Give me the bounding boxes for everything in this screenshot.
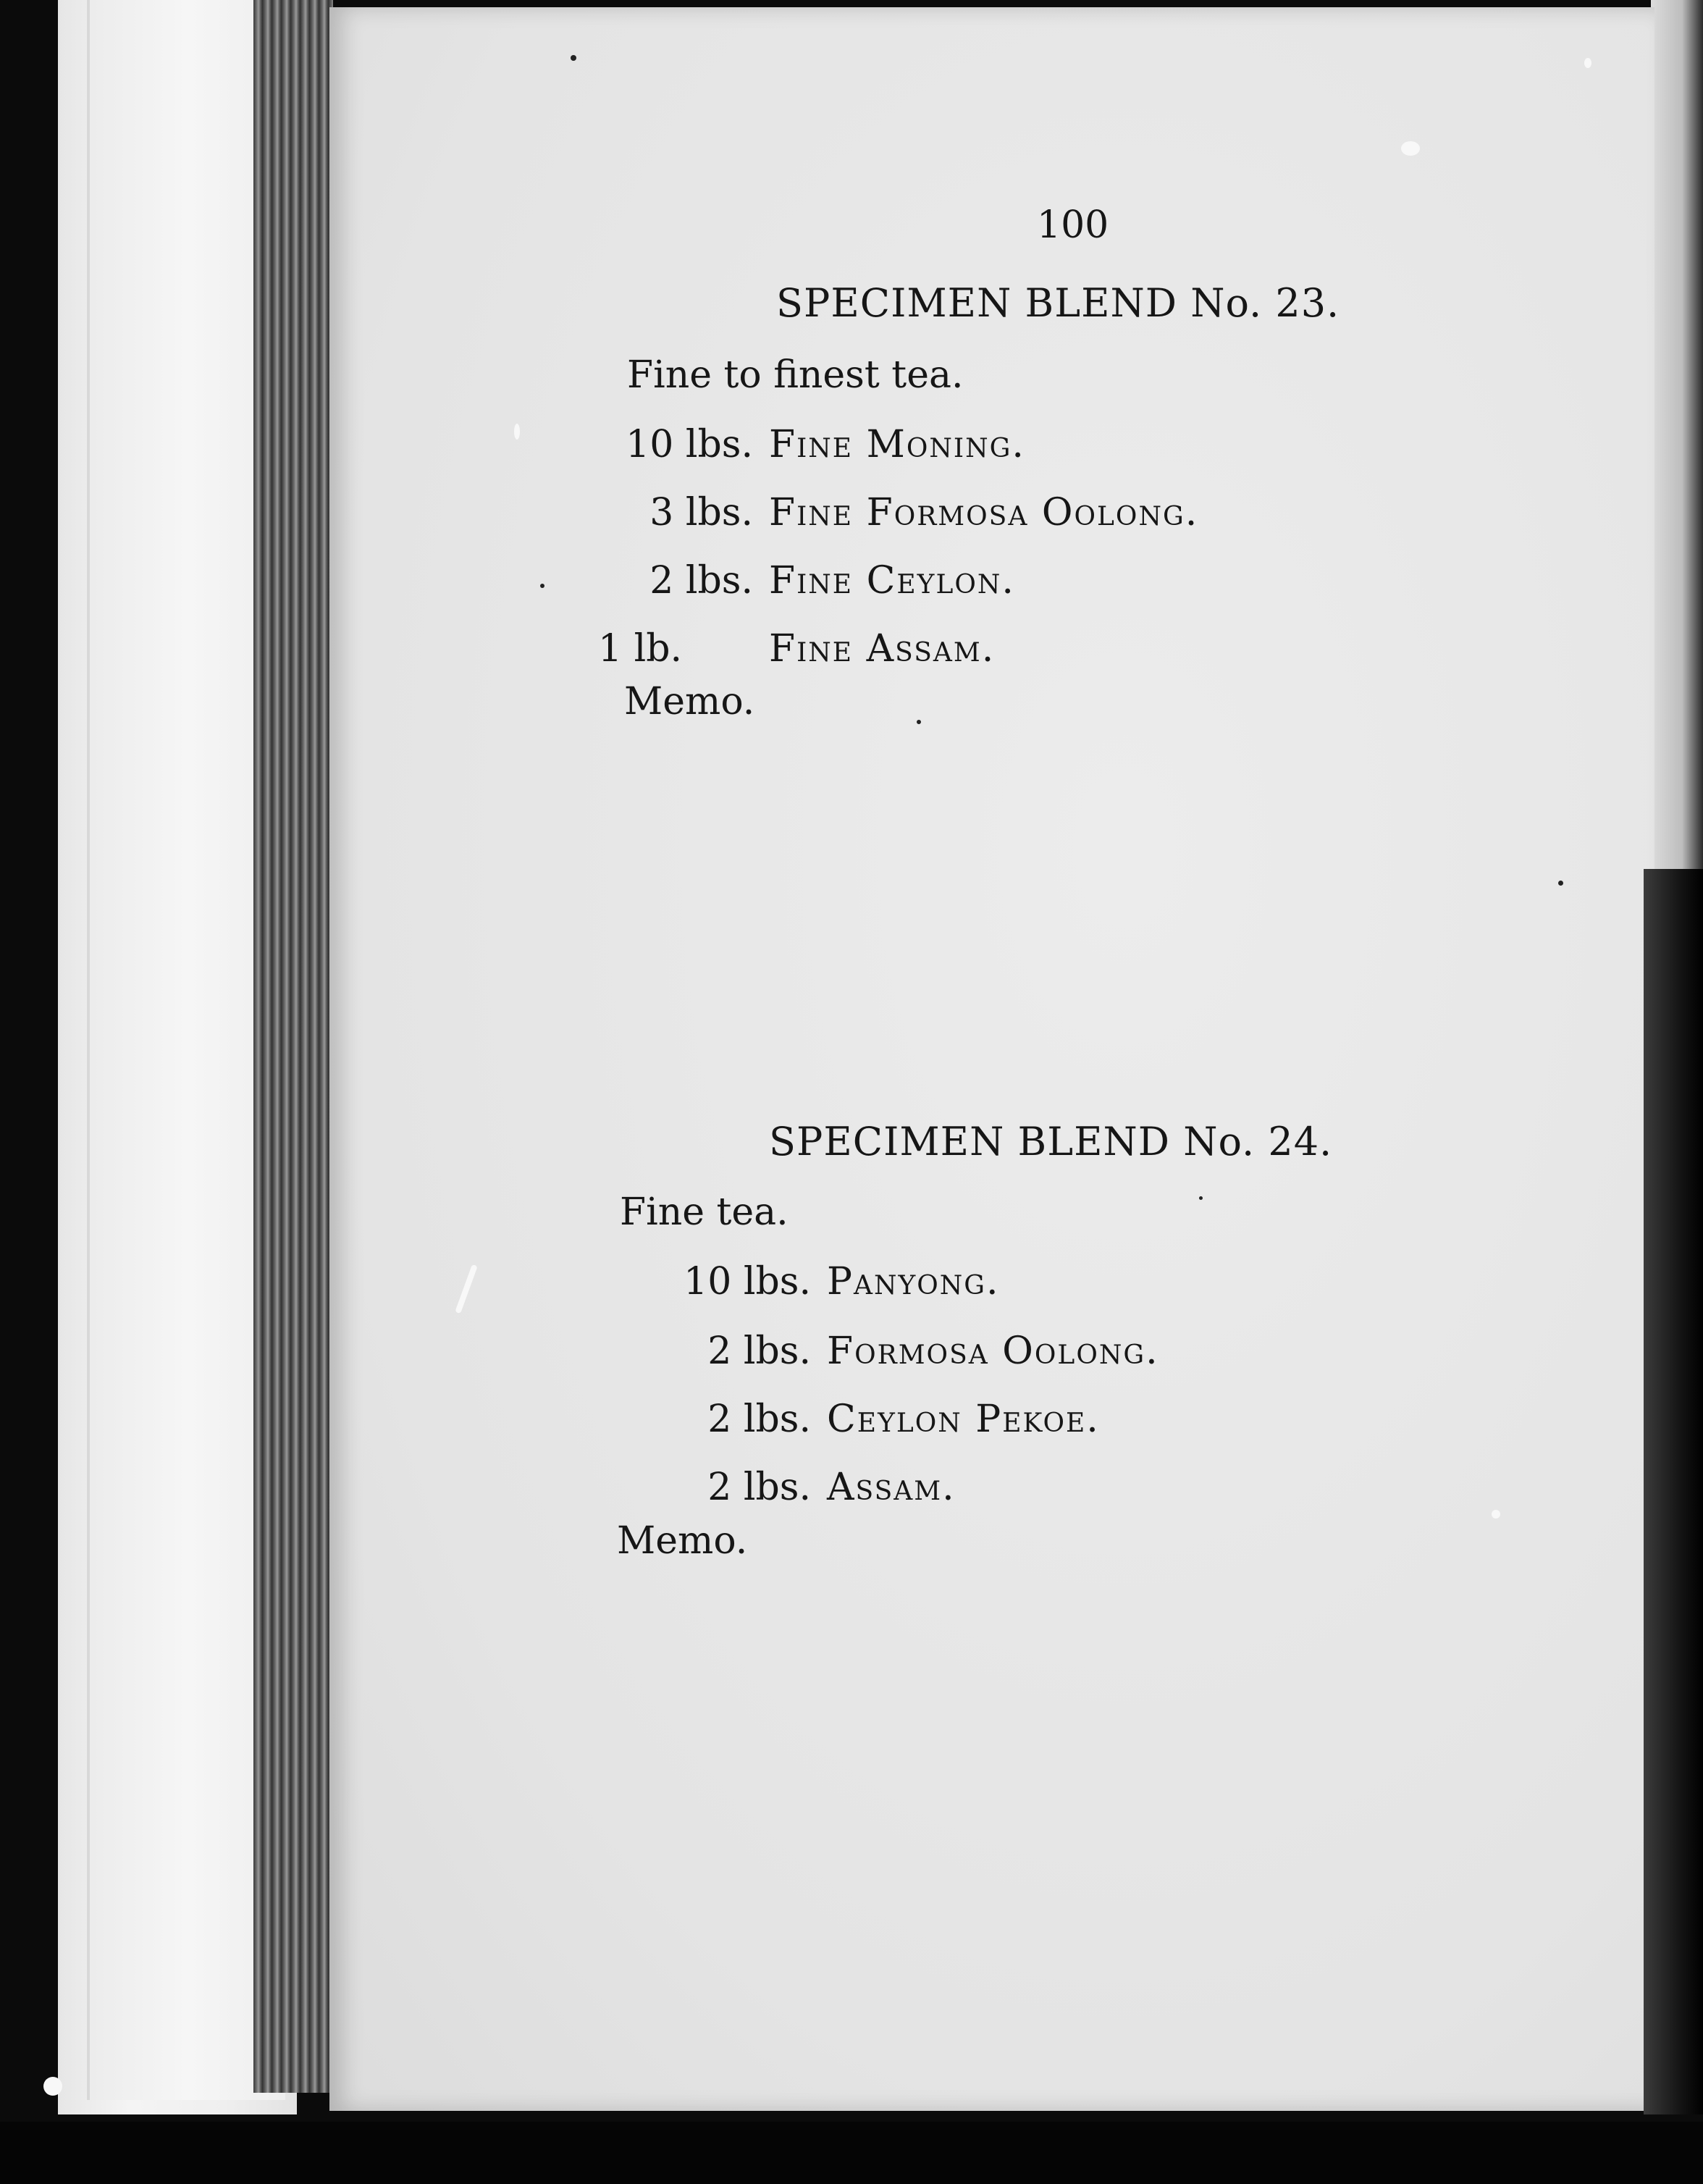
ingredient-quantity: 2 lbs. (707, 1466, 811, 1509)
ingredient-line (588, 627, 996, 671)
ingredient-quantity: 2 lbs. (707, 1330, 811, 1373)
scan-speck (1401, 141, 1420, 156)
ingredient-quantity: 2 lbs. (649, 559, 753, 602)
scan-speck (1584, 58, 1591, 68)
scan-dot (540, 584, 544, 588)
scan-dot (917, 720, 921, 724)
ingredient-line (588, 423, 1025, 466)
blend-memo: Memo. (617, 1519, 748, 1563)
ingredient-quantity: 10 lbs. (684, 1260, 811, 1303)
scan-dot (1199, 1196, 1203, 1200)
ingredient-name: Assam. (827, 1466, 956, 1509)
ingredient-line (631, 1466, 956, 1509)
blend-description: Fine tea. (620, 1190, 789, 1234)
ingredient-name: Fine Ceylon. (769, 559, 1015, 602)
blend-description: Fine to finest tea. (627, 353, 964, 397)
ingredient-line (631, 1330, 1159, 1373)
page-number: 100 (1037, 203, 1109, 247)
ingredient-line (631, 1398, 1100, 1441)
ingredient-name: Fine Assam. (769, 627, 996, 671)
ingredient-quantity: 2 lbs. (707, 1398, 811, 1441)
ingredient-quantity: 3 lbs. (649, 491, 753, 534)
blend-heading: SPECIMEN BLEND No. 23. (776, 280, 1340, 326)
scan-speck (43, 2077, 62, 2096)
ingredient-line (588, 559, 1015, 602)
page-right-edge-top (1651, 0, 1703, 869)
blend-memo: Memo. (624, 680, 755, 723)
blend-heading: SPECIMEN BLEND No. 24. (769, 1119, 1333, 1164)
ingredient-quantity: 1 lb. (598, 627, 683, 671)
ingredient-name: Formosa Oolong. (827, 1330, 1159, 1373)
scan-speck (1492, 1510, 1500, 1519)
scan-speck (514, 424, 520, 440)
scan-dot (571, 55, 576, 61)
ingredient-name: Ceylon Pekoe. (827, 1398, 1100, 1441)
stacked-page-edges (253, 0, 333, 2093)
page-right-edge-shadow (1644, 869, 1703, 2114)
ingredient-line (588, 491, 1199, 534)
ingredient-name: Panyong. (827, 1260, 1000, 1303)
ingredient-name: Fine Moning. (769, 423, 1025, 466)
scan-bottom-border (0, 2122, 1703, 2184)
ingredient-line (631, 1260, 1000, 1303)
ingredient-quantity: 10 lbs. (626, 423, 753, 466)
ingredient-name: Fine Formosa Oolong. (769, 491, 1199, 534)
scan-dot (1558, 881, 1563, 886)
